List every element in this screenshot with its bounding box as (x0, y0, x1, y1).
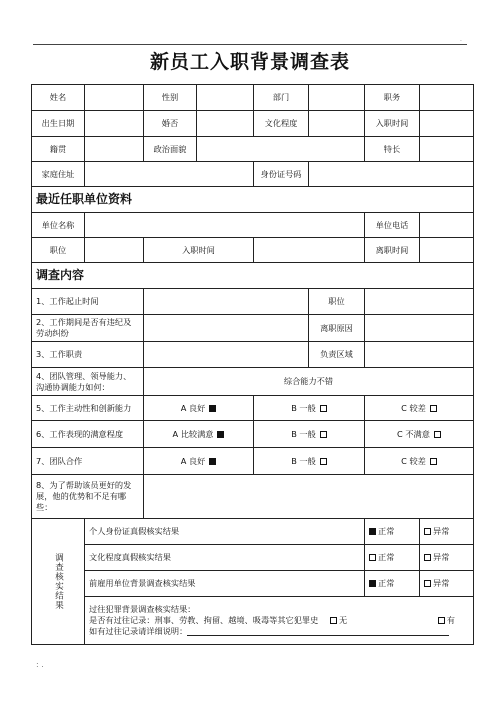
q3-field[interactable] (144, 342, 309, 368)
checkbox-icon[interactable] (369, 528, 376, 535)
label-birth: 出生日期 (32, 111, 85, 137)
survey-form-table (31, 84, 474, 645)
crime-line-2: 是否有过往记录：刑事、劳教、拘留、越境、吸毒等其它犯罪史 (89, 615, 319, 625)
q7-option-c[interactable] (365, 448, 474, 475)
q6-option-b[interactable] (254, 421, 365, 448)
field-political[interactable] (197, 137, 365, 162)
q6-option-c[interactable] (365, 421, 474, 448)
label-last-leave: 离职时间 (365, 238, 420, 263)
q6-a-label: A 比较满意 (172, 428, 214, 439)
label-specialty: 特长 (365, 137, 420, 162)
q1-right-field[interactable] (365, 289, 474, 315)
checkbox-icon[interactable] (438, 617, 445, 624)
crime-check-cell (85, 597, 474, 645)
label-dept: 部门 (254, 85, 309, 111)
q3-right-label: 负责区域 (309, 342, 365, 368)
crime-opt1-label: 无 (339, 615, 348, 625)
checkbox-icon[interactable] (320, 458, 327, 465)
q6-option-a[interactable] (144, 421, 254, 448)
field-last-leave[interactable] (420, 238, 474, 263)
field-education[interactable] (309, 111, 365, 137)
field-name[interactable] (85, 85, 144, 111)
q1-label: 1、工作起止时间 (32, 289, 144, 315)
footer-dots: : . (36, 660, 44, 669)
crime-detail-input[interactable] (187, 626, 449, 636)
field-id-number[interactable] (309, 162, 474, 187)
section-survey: 调查内容 (32, 263, 474, 289)
q6-b-label: B 一般 (291, 428, 316, 439)
label-id-number: 身份证号码 (254, 162, 309, 187)
verify-row-opt1[interactable] (365, 571, 420, 597)
verify-row-opt1[interactable] (365, 519, 420, 545)
opt2-label: 异常 (433, 552, 450, 562)
q1-right-label: 职位 (309, 289, 365, 315)
q5-option-c[interactable] (365, 396, 474, 421)
q6-label: 6、工作表现的满意程度 (32, 421, 144, 448)
q5-option-b[interactable] (254, 396, 365, 421)
verify-side-label: 调查核实结果 (53, 553, 64, 610)
header-dot: . (460, 36, 462, 43)
q2-field[interactable] (144, 315, 309, 342)
label-marital: 婚否 (144, 111, 197, 137)
checkbox-icon[interactable] (424, 528, 431, 535)
field-gender[interactable] (197, 85, 254, 111)
checkbox-icon[interactable] (424, 580, 431, 587)
q3-label: 3、工作职责 (32, 342, 144, 368)
q5-b-label: B 一般 (291, 402, 316, 413)
verify-row-label: 前雇用单位背景调查核实结果 (85, 571, 365, 597)
q2-right-field[interactable] (365, 315, 474, 342)
checkbox-icon[interactable] (430, 405, 437, 412)
q2-right-label: 离职原因 (309, 315, 365, 342)
crime-line-3-row (89, 626, 469, 637)
checkbox-icon[interactable] (369, 554, 376, 561)
opt1-label: 正常 (378, 552, 395, 562)
section-last-employer: 最近任职单位资料 (32, 187, 474, 213)
verify-row-opt2[interactable] (420, 519, 474, 545)
opt2-label: 异常 (433, 526, 450, 536)
verify-row-opt2[interactable] (420, 545, 474, 571)
field-marital[interactable] (197, 111, 254, 137)
label-last-position: 职位 (32, 238, 85, 263)
field-address[interactable] (85, 162, 254, 187)
q7-a-label: A 良好 (180, 455, 206, 466)
crime-opt1[interactable] (330, 615, 347, 626)
field-last-entry[interactable] (254, 238, 365, 263)
checkbox-icon[interactable] (209, 405, 216, 412)
crime-line-3: 如有过往记录请详细说明： (89, 626, 188, 636)
label-address: 家庭住址 (32, 162, 85, 187)
opt1-label: 正常 (378, 578, 395, 588)
crime-opt2[interactable] (438, 615, 455, 626)
top-rule (33, 44, 467, 45)
label-company-phone: 单位电话 (365, 213, 420, 238)
q8-field[interactable] (144, 475, 474, 519)
field-last-position[interactable] (85, 238, 144, 263)
q7-option-a[interactable] (144, 448, 254, 475)
label-last-entry: 入职时间 (144, 238, 254, 263)
checkbox-icon[interactable] (217, 431, 224, 438)
label-entry-date: 入职时间 (365, 111, 420, 137)
checkbox-icon[interactable] (330, 617, 337, 624)
label-origin: 籍贯 (32, 137, 85, 162)
crime-line-1: 过往犯罪背景调查核实结果： (89, 604, 196, 614)
q5-label: 5、工作主动性和创新能力 (32, 396, 144, 421)
label-position: 职务 (365, 85, 420, 111)
verify-row-label: 个人身份证真假核实结果 (85, 519, 365, 545)
checkbox-icon[interactable] (369, 580, 376, 587)
field-dept[interactable] (309, 85, 365, 111)
page-title: 新员工入职背景调查表 (149, 51, 350, 73)
label-name: 姓名 (32, 85, 85, 111)
field-birth[interactable] (85, 111, 144, 137)
q4-label: 4、团队管理、领导能力、沟通协调能力如何： (32, 368, 144, 396)
checkbox-icon[interactable] (434, 431, 441, 438)
verify-side-cell (32, 519, 85, 645)
checkbox-icon[interactable] (320, 405, 327, 412)
q5-option-a[interactable] (144, 396, 254, 421)
label-political: 政治面貌 (144, 137, 197, 162)
crime-opt2-label: 有 (446, 615, 455, 625)
q8-label: 8、为了帮助该员更好的发展，他的优势和不足有哪些： (32, 475, 144, 519)
q1-field[interactable] (144, 289, 309, 315)
q3-right-field[interactable] (365, 342, 474, 368)
field-specialty[interactable] (420, 137, 474, 162)
q4-answer: 综合能力不错 (144, 368, 474, 396)
field-origin[interactable] (85, 137, 144, 162)
field-position[interactable] (420, 85, 474, 111)
q5-a-label: A 良好 (180, 402, 206, 413)
field-company[interactable] (85, 213, 365, 238)
field-entry-date[interactable] (420, 111, 474, 137)
q7-c-label: C 较差 (401, 455, 426, 466)
label-company: 单位名称 (32, 213, 85, 238)
q7-label: 7、团队合作 (32, 448, 144, 475)
crime-line-2-row (89, 615, 469, 626)
label-education: 文化程度 (254, 111, 309, 137)
opt1-label: 正常 (378, 526, 395, 536)
q7-option-b[interactable] (254, 448, 365, 475)
checkbox-icon[interactable] (320, 431, 327, 438)
q6-c-label: C 不满意 (397, 428, 430, 439)
checkbox-icon[interactable] (209, 458, 216, 465)
checkbox-icon[interactable] (424, 554, 431, 561)
verify-row-opt2[interactable] (420, 571, 474, 597)
verify-row-opt1[interactable] (365, 545, 420, 571)
q7-b-label: B 一般 (291, 455, 316, 466)
opt2-label: 异常 (433, 578, 450, 588)
field-company-phone[interactable] (420, 213, 474, 238)
q2-label: 2、工作期间是否有违纪及劳动纠纷 (32, 315, 144, 342)
q5-c-label: C 较差 (401, 402, 426, 413)
label-gender: 性别 (144, 85, 197, 111)
checkbox-icon[interactable] (430, 458, 437, 465)
verify-row-label: 文化程度真假核实结果 (85, 545, 365, 571)
crime-options (330, 615, 469, 626)
